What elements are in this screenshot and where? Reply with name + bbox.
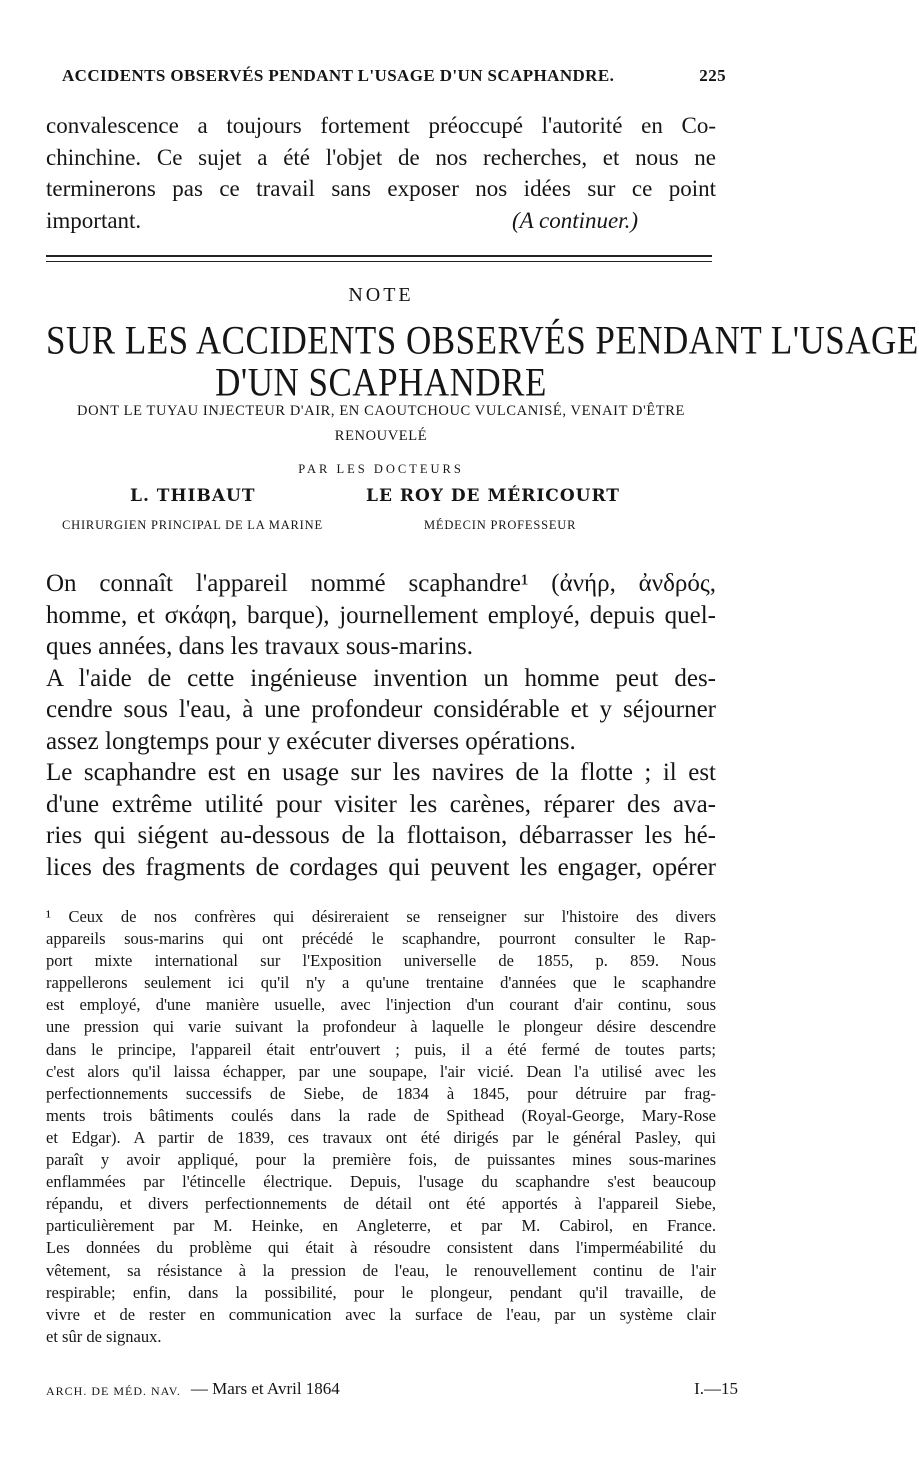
by-doctors-label: PAR LES DOCTEURS <box>298 462 464 476</box>
article-subtitle-line1: DONT LE TUYAU INJECTEUR D'AIR, EN CAOUTCHOUC VULCANISÉ, VENAIT D'ÊTRE <box>77 403 685 419</box>
footnote-line: et Edgar). A partir de 1839, ces travaux ont été dirigés par le général Pasley, qui <box>46 1127 716 1147</box>
body-line: ries qui siégent au-dessous de la flottaison, débarrasser les hé- <box>46 822 716 849</box>
issue-date: — Mars et Avril 1864 <box>190 1379 340 1398</box>
footer-citation <box>46 1379 340 1399</box>
section-divider-thin <box>46 261 712 262</box>
footnote-line: répandu, et divers perfectionnements de détail ont été apportés à l'appareil Siebe, <box>46 1194 716 1214</box>
footnote <box>46 906 716 1348</box>
body-line: ques années, dans les travaux sous-marins. <box>46 633 473 660</box>
running-title: ACCIDENTS OBSERVÉS PENDANT L'USAGE D'UN SCAPHANDRE. <box>62 66 615 85</box>
note-label: NOTE <box>348 284 414 306</box>
footnote-line: une pression qui varie suivant la profondeur à laquelle le plongeur désire descendre <box>46 1017 716 1037</box>
footnote-line: vivre et de rester en communication avec la surface de l'eau, par un système clair <box>46 1304 716 1324</box>
footnote-line: Les données du problème qui était à résoudre consistent dans l'imperméabilité du <box>46 1238 716 1258</box>
page-footer <box>46 1379 738 1399</box>
intro-paragraph <box>46 110 716 236</box>
footnote-line: particulièrement par M. Heinke, en Angleterre, et par M. Cabirol, en France. <box>46 1216 716 1236</box>
body-line: On connaît l'appareil nommé scaphandre¹ (ἀνήρ, ἀνδρός, <box>46 570 716 597</box>
body-line: cendre sous l'eau, à une profondeur considérable et y séjourner <box>46 696 716 723</box>
running-header <box>62 66 726 86</box>
footnote-line: vêtement, sa résistance à la pression de l'eau, le renouvellement continu de l'air <box>46 1260 716 1280</box>
article-subtitle-line2: RENOUVELÉ <box>334 428 428 444</box>
footnote-line: ¹ Ceux de nos confrères qui désireraient se renseigner sur l'histoire des divers <box>46 907 716 926</box>
footnote-line: appareils sous-marins qui ont précédé le scaphandre, pourront consulter le Rap- <box>46 929 716 949</box>
section-divider <box>46 255 712 257</box>
continuation-note: (A continuer.) <box>511 207 638 233</box>
author2-role: MÉDECIN PROFESSEUR <box>424 518 577 532</box>
body-line: A l'aide de cette ingénieuse invention un homme peut des- <box>46 664 716 692</box>
body-line: d'une extrême utilité pour visiter les carènes, réparer des ava- <box>46 790 716 818</box>
article-title-line1: SUR LES ACCIDENTS OBSERVÉS PENDANT L'USAGE <box>46 318 919 363</box>
footnote-line: ments trois bâtiments coulés dans la rade de Spithead (Royal-George, Mary-Rose <box>46 1105 716 1125</box>
footnote-line: perfectionnements successifs de Siebe, de 1834 à 1845, pour détruire par frag- <box>46 1083 716 1103</box>
body-line: Le scaphandre est en usage sur les navires de la flotte ; il est <box>46 759 716 786</box>
author2-name: LE ROY DE MÉRICOURT <box>366 486 620 506</box>
intro-line: terminerons pas ce travail sans exposer nos idées sur ce point <box>46 176 716 201</box>
body-line: lices des fragments de cordages qui peuvent les engager, opérer <box>46 853 716 881</box>
intro-last-line <box>46 205 716 237</box>
article-title-line2: D'UN SCAPHANDRE <box>215 360 547 405</box>
body-text <box>46 568 716 883</box>
footnote-line: c'est alors qu'il laissa échapper, par une soupape, l'air vicié. Dean l'a utilisé avec les <box>46 1061 716 1081</box>
footnote-line: respirable; enfin, dans la possibilité, pour le plongeur, pendant qu'il travaille, de <box>46 1282 716 1302</box>
author1-name: L. THIBAUT <box>130 486 256 506</box>
intro-line: convalescence a toujours fortement préoccupé l'autorité en Co- <box>46 113 716 138</box>
footnote-line: enflammées par l'étincelle électrique. Depuis, l'usage du scaphandre s'est beaucoup <box>46 1172 716 1192</box>
body-line: homme, et σκάφη, barque), journellement employé, depuis quel- <box>46 601 716 629</box>
body-line: assez longtemps pour y exécuter diverses opérations. <box>46 727 576 755</box>
footnote-line: dans le principe, l'appareil était entr'ouvert ; puis, il a été fermé de toutes parts; <box>46 1039 716 1059</box>
signature-mark: I.—15 <box>694 1379 738 1398</box>
footnote-line: port mixte international sur l'Exposition universelle de 1855, p. 859. Nous <box>46 951 716 971</box>
page-number: 225 <box>699 66 726 85</box>
intro-last-text: important. <box>46 207 142 233</box>
footnote-line: rappellerons seulement ici qu'il n'y a qu'une trentaine d'années que le scaphandre <box>46 973 716 993</box>
intro-line: chinchine. Ce sujet a été l'objet de nos recherches, et nous ne <box>46 144 716 170</box>
journal-abbrev: ARCH. DE MÉD. NAV. <box>46 1384 181 1398</box>
footnote-line: et sûr de signaux. <box>46 1326 162 1346</box>
footnote-line: paraît y avoir appliqué, pour la première fois, de puissantes mines sous-marines <box>46 1150 716 1170</box>
author1-role: CHIRURGIEN PRINCIPAL DE LA MARINE <box>62 518 323 532</box>
footnote-line: est employé, d'une manière usuelle, avec l'injection d'un courant d'air continu, sous <box>46 995 716 1015</box>
